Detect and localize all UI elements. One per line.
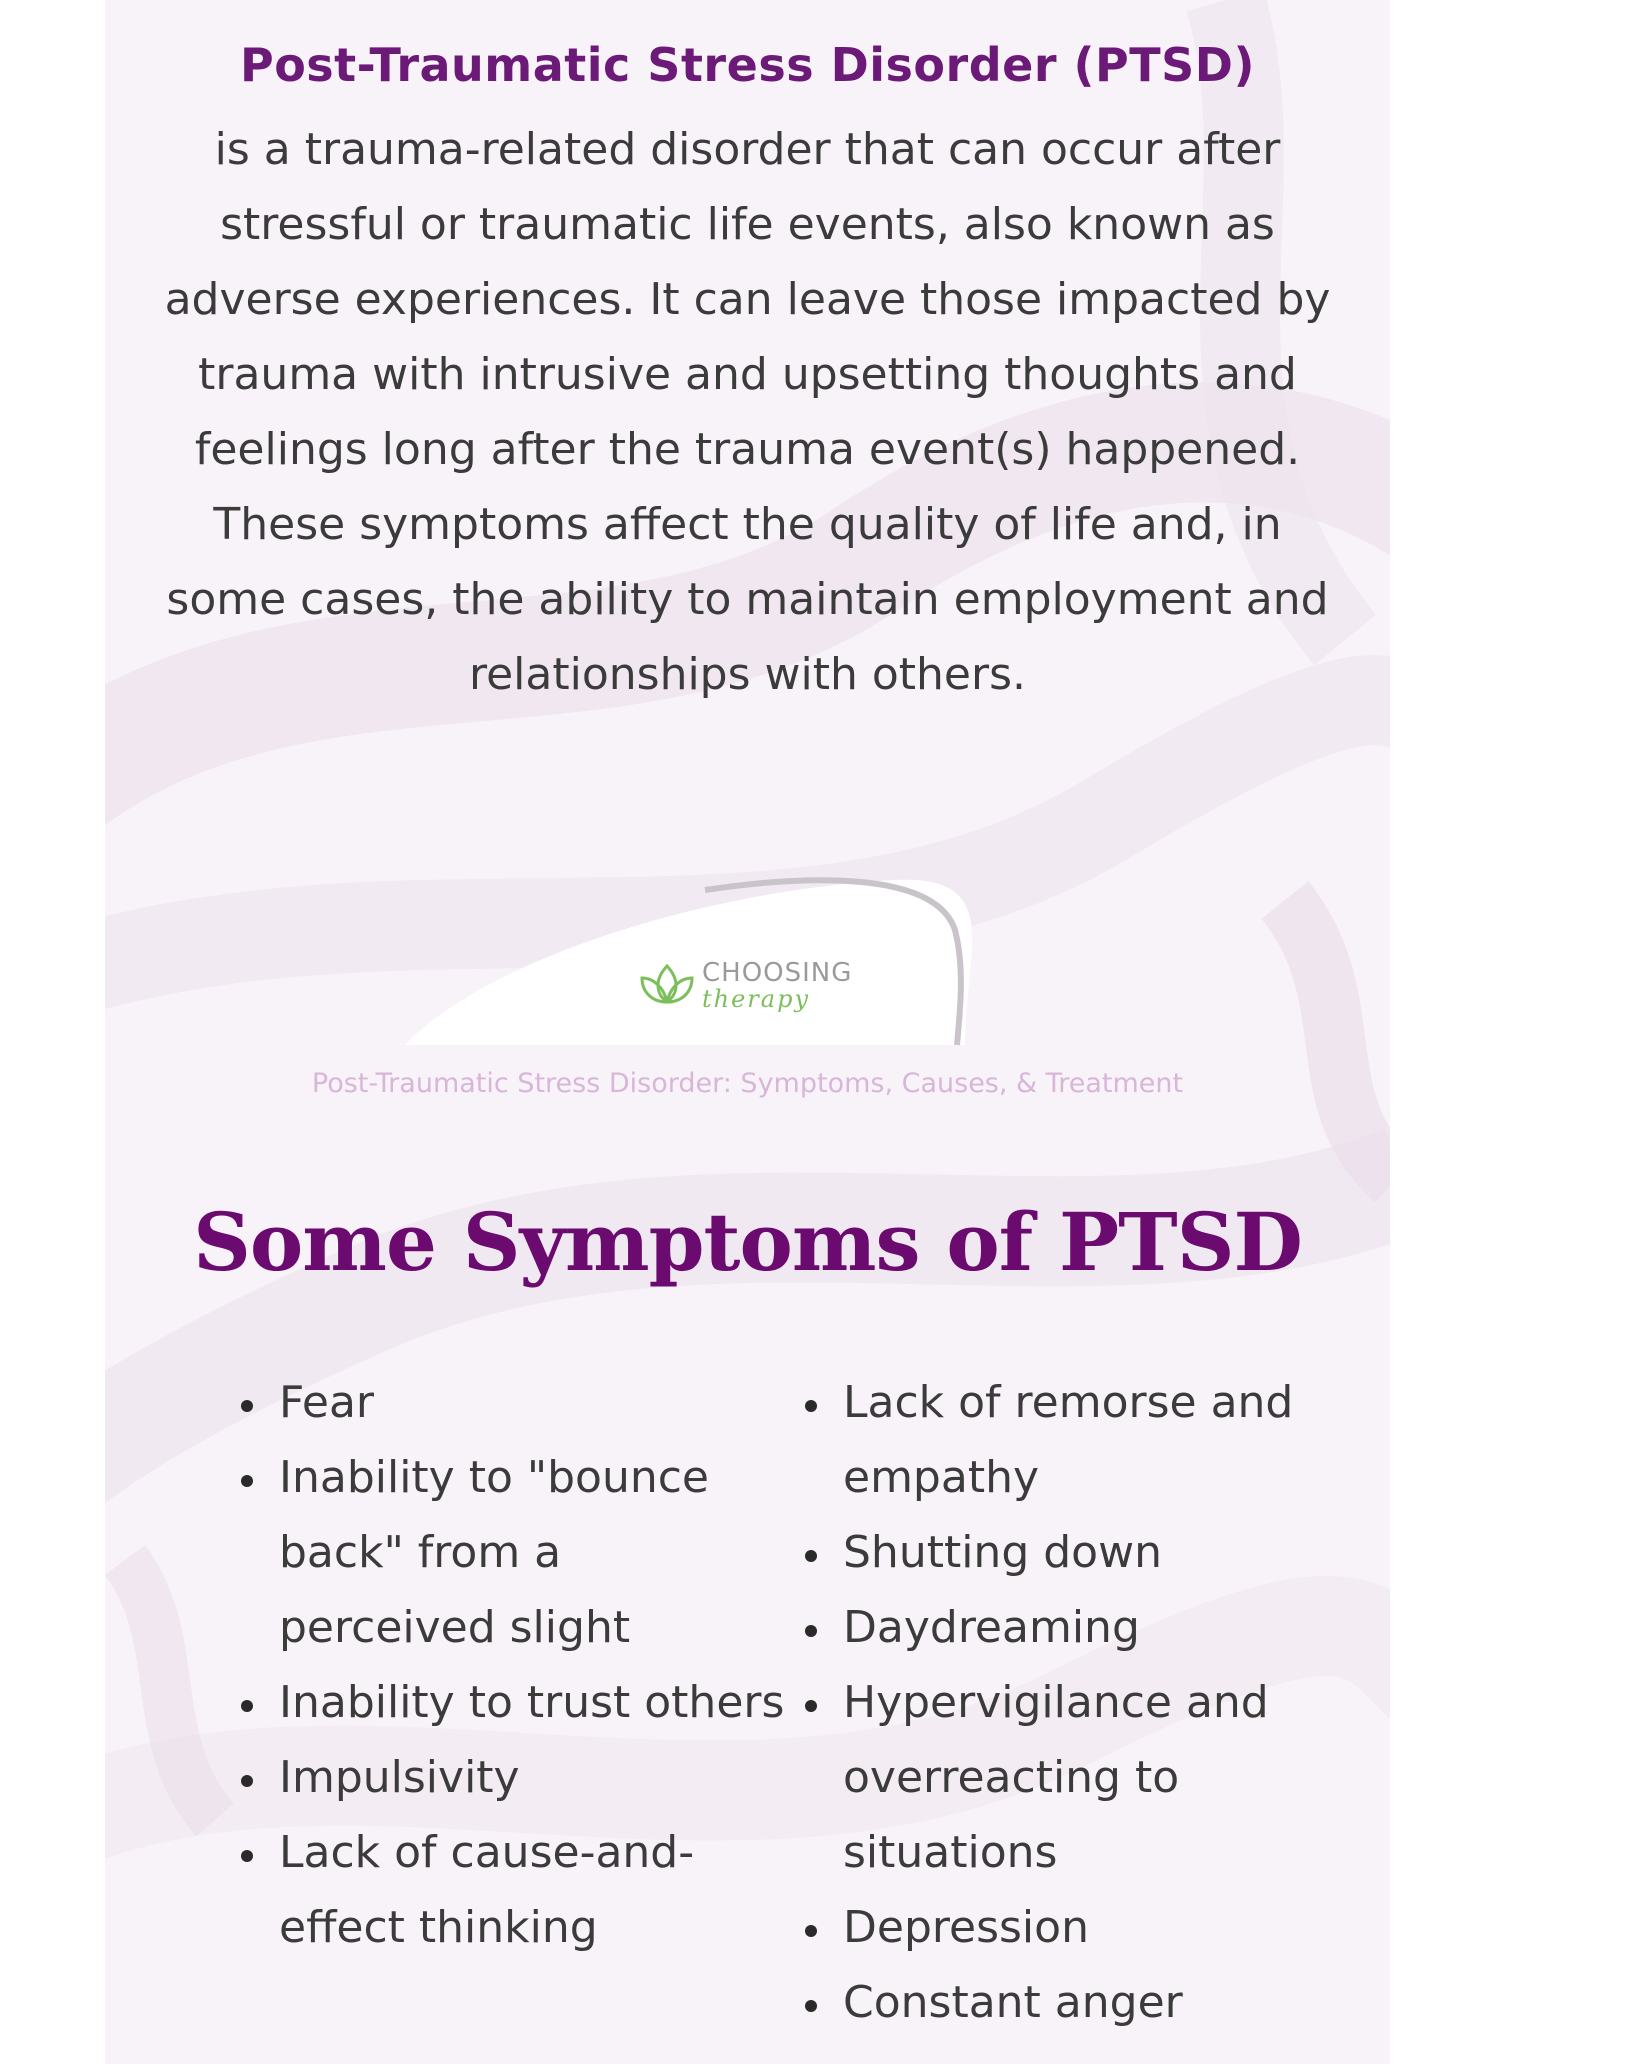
list-item: • Fear	[271, 1365, 791, 1440]
list-item: • Inability to trust others	[271, 1665, 791, 1740]
source-caption: Post-Traumatic Stress Disorder: Symptoms, Causes, & Treatment	[311, 1068, 1184, 1099]
symptoms-list-left	[225, 1365, 791, 1965]
infographic-panel	[105, 0, 1390, 2064]
logo-area	[105, 870, 1390, 1050]
intro-paragraph: is a trauma-related disorder that can occur after stressful or traumatic life events, also known as adverse experiences. It can leave those impacted by trauma with intrusive and upsetting thoughts and feelings long after the trauma event(s) happened. These symptoms affect the quality of life and, in some cases, the ability to maintain employment and relationships with others.	[164, 124, 1331, 700]
symptoms-heading: Some Symptoms of PTSD	[193, 1195, 1302, 1289]
list-item: • Daydreaming	[835, 1590, 1390, 1665]
list-item: • Inability to "bounce back" from a perceived slight	[271, 1440, 791, 1665]
list-item: • Depression	[835, 1890, 1390, 1965]
list-item: • Impulsivity	[271, 1740, 791, 1815]
list-item: • Constant anger	[835, 1965, 1390, 2040]
list-item: • Lack of cause-and-effect thinking	[271, 1815, 791, 1965]
intro-title: Post-Traumatic Stress Disorder (PTSD)	[239, 38, 1255, 92]
list-item: • Shutting down	[835, 1515, 1390, 1590]
symptoms-list-right	[789, 1365, 1390, 2040]
list-item: • Lack of remorse and empathy	[835, 1365, 1390, 1515]
logo-name: CHOOSING	[702, 958, 853, 988]
lotus-icon	[638, 960, 696, 1008]
logo-script-word: therapy	[702, 985, 811, 1013]
list-item: • Hypervigilance and overreacting to situations	[835, 1665, 1390, 1890]
